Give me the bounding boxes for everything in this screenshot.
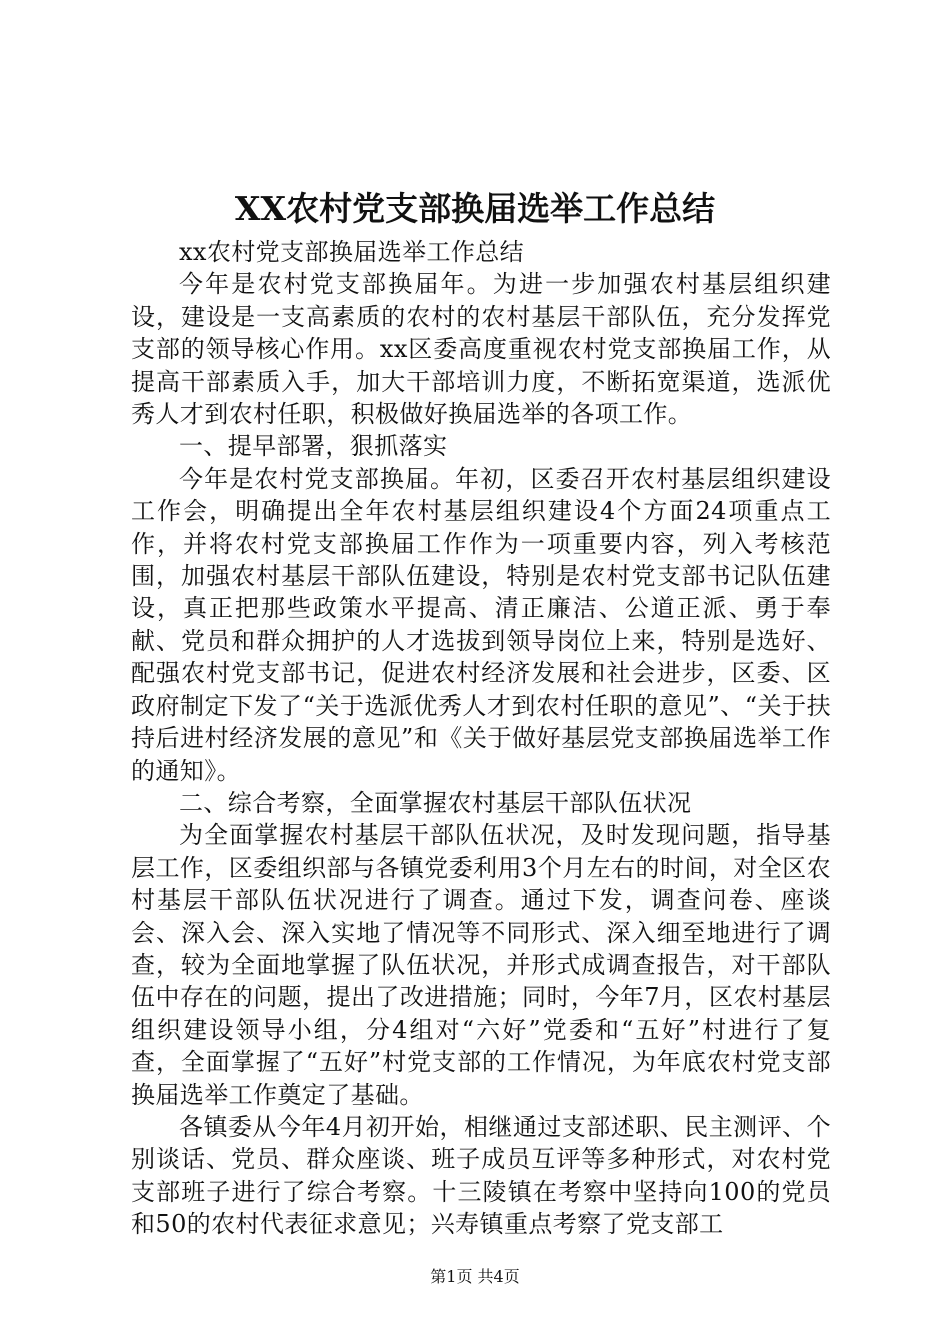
document-title: XX农村党支部换届选举工作总结 xyxy=(234,189,716,228)
paragraph-section-1: 今年是农村党支部换届。年初，区委召开农村基层组织建设工作会，明确提出全年农村基层组织建设4个方面24项重点工作，并将农村党支部换届工作作为一项重要内容，列入考核范围，加强农村基层干部队伍建设，特别是农村党支部书记队伍建设，真正把那些政策水平提高、清正廉洁、公道正派、勇于奉献、党员和群众拥护的人才选拔到领导岗位上来，特别是选好、配强农村党支部书记，促进农村经济发展和社会进步，区委、区政府制定下发了“关于选派优秀人才到农村任职的意见”、“关于扶持后进村经济发展的意见”和《关于做好基层党支部换届选举工作的通知》。 xyxy=(131,464,831,785)
paragraph-subtitle: xx农村党支部换届选举工作总结 xyxy=(179,238,525,266)
paragraph-section-2-continued: 各镇委从今年4月初开始，相继通过支部述职、民主测评、个别谈话、党员、群众座谈、班子成员互评等多种形式，对农村党支部班子进行了综合考察。十三陵镇在考察中坚持向100的党员和50的农村代表征求意见；兴寿镇重点考察了党支部工 xyxy=(131,1112,831,1239)
paragraph-intro: 今年是农村党支部换届年。为进一步加强农村基层组织建设，建设是一支高素质的农村的农村基层干部队伍，充分发挥党支部的领导核心作用。xx区委高度重视农村党支部换届工作，从提高干部素质入手，加大干部培训力度，不断拓宽渠道，选派优秀人才到农村任职，积极做好换届选举的各项工作。 xyxy=(131,270,831,429)
paragraph-section-2: 为全面掌握农村基层干部队伍状况，及时发现问题，指导基层工作，区委组织部与各镇党委利用3个月左右的时间，对全区农村基层干部队伍状况进行了调查。通过下发，调查问卷、座谈会、深入会、深入实地了情况等不同形式、深入细至地进行了调查，较为全面地掌握了队伍状况，并形式成调查报告，对干部队伍中存在的问题，提出了改进措施；同时，今年7月，区农村基层组织建设领导小组，分4组对“六好”党委和“五好”村进行了复查，全面掌握了“五好”村党支部的工作情况，为年底农村党支部换届选举工作奠定了基础。 xyxy=(131,821,831,1109)
document-body xyxy=(131,236,831,1241)
section-heading-2: 二、综合考察，全面掌握农村基层干部队伍状况 xyxy=(179,788,692,817)
page-footer: 第1页 共4页 xyxy=(430,1267,520,1286)
section-heading-1: 一、提早部署，狠抓落实 xyxy=(179,432,448,461)
